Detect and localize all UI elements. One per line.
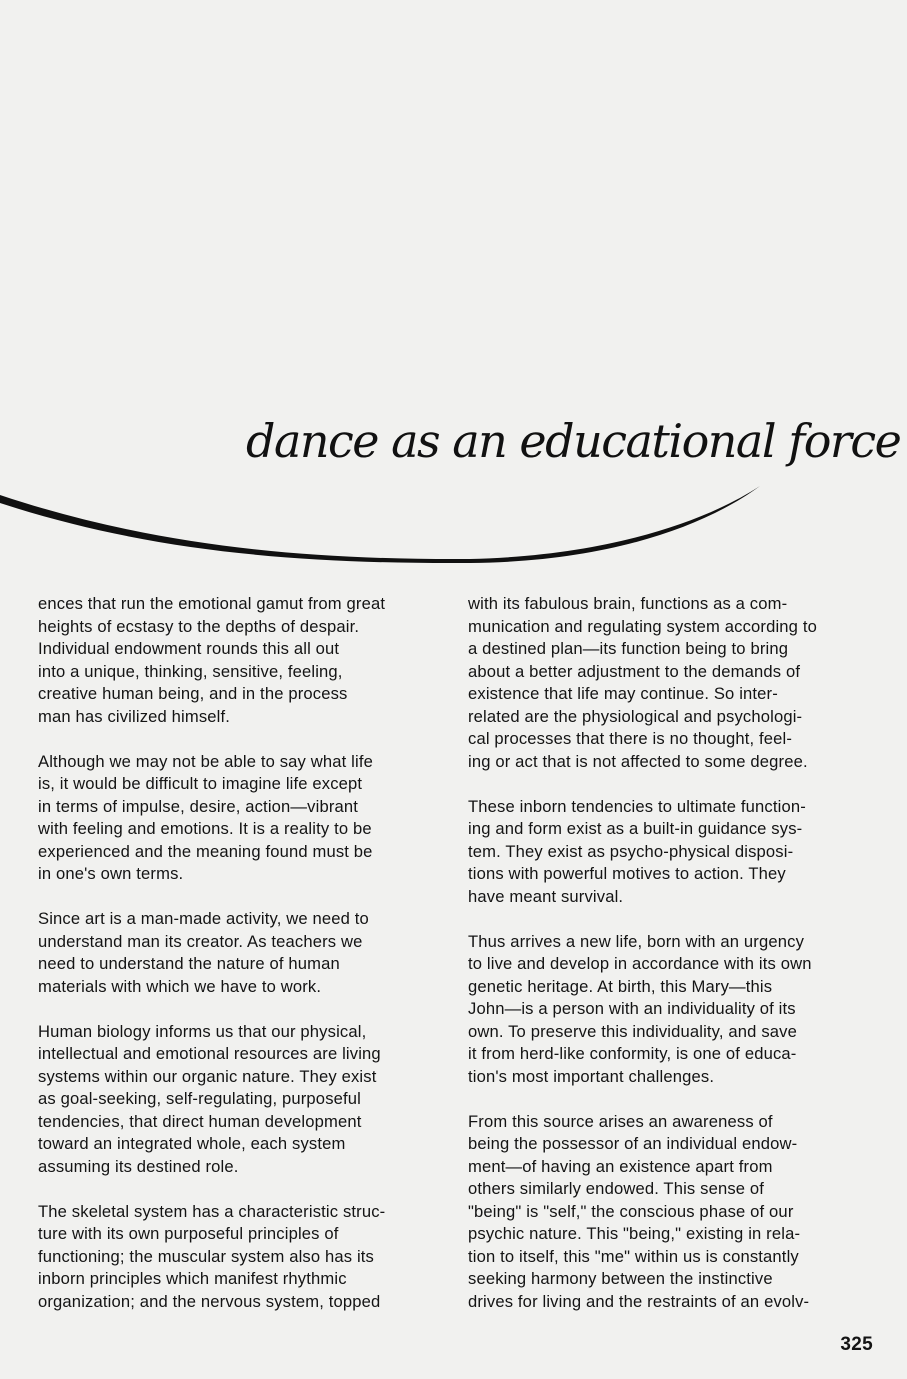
left-column-paragraph [38,751,450,886]
text-line: toward an integrated whole, each system [38,1134,346,1153]
text-line: John—is a person with an individuality of its [468,999,796,1018]
text-line: functioning; the muscular system also has its [38,1246,375,1266]
right-column-paragraph [468,796,884,909]
text-line: tions with powerful motives to action. They [468,864,786,883]
left-column-paragraph [38,1021,450,1179]
text-line: understand man its creator. As teachers we [38,931,363,951]
right-column-paragraph [468,1111,884,1314]
text-line: ing or act that is not affected to some degree. [468,751,808,771]
text-line: existence that life may continue. So inter- [468,684,778,703]
text-line: others similarly endowed. This sense of [468,1179,765,1198]
text-line: a destined plan—its function being to bring [468,639,789,658]
text-line: tem. They exist as psycho-physical disposi- [468,841,794,861]
text-line: ing and form exist as a built-in guidance sys- [468,819,803,838]
text-line: inborn principles which manifest rhythmic [38,1269,347,1288]
right-column [468,593,884,1336]
text-line: psychic nature. This "being," existing in rela- [468,1224,801,1243]
text-line: as goal-seeking, self-regulating, purposeful [38,1089,361,1108]
text-line: cal processes that there is no thought, feel- [468,729,793,748]
text-line: Since art is a man-made activity, we need to [38,909,369,928]
text-line: These inborn tendencies to ultimate function- [468,796,806,816]
text-line: to live and develop in accordance with its own [468,954,812,973]
text-line: drives for living and the restraints of an evolv- [468,1291,810,1311]
text-line: in terms of impulse, desire, action—vibrant [38,796,359,816]
text-line: Thus arrives a new life, born with an urgency [468,931,805,951]
text-line: Although we may not be able to say what life [38,751,373,771]
text-line: is, it would be difficult to imagine life except [38,774,363,793]
text-line: Individual endowment rounds this all out [38,639,340,658]
text-line: being the possessor of an individual endow- [468,1134,798,1153]
text-line: intellectual and emotional resources are living [38,1044,381,1063]
text-line: man has civilized himself. [38,706,231,726]
text-line: "being" is "self," the conscious phase of our [468,1201,794,1221]
text-line: seeking harmony between the instinctive [468,1269,773,1288]
text-line: munication and regulating system according to [468,616,817,636]
text-line: tion's most important challenges. [468,1066,715,1086]
text-line: with feeling and emotions. It is a reality to be [38,819,372,838]
text-line: about a better adjustment to the demands of [468,661,801,681]
text-line: tion to itself, this "me" within us is constantly [468,1246,799,1266]
text-line: related are the physiological and psychologi- [468,706,803,726]
right-column-paragraph [468,931,884,1089]
left-column-paragraph [38,1201,450,1314]
text-line: have meant survival. [468,886,624,906]
text-line: The skeletal system has a characteristic struc- [38,1201,386,1221]
text-line: heights of ecstasy to the depths of despair. [38,616,360,636]
text-line: From this source arises an awareness of [468,1111,773,1131]
text-line: experienced and the meaning found must be [38,841,373,861]
text-line: own. To preserve this individuality, and save [468,1021,797,1041]
left-column-paragraph [38,593,450,728]
page-number: 325 [840,1334,873,1355]
text-line: ment—of having an existence apart from [468,1156,773,1176]
chapter-title: dance as an educational force [246,414,901,468]
left-column-paragraph [38,908,450,998]
text-line: materials with which we have to work. [38,976,322,996]
right-column-paragraph [468,593,884,773]
text-line: into a unique, thinking, sensitive, feeling, [38,661,343,681]
text-line: it from herd-like conformity, is one of educa- [468,1044,797,1063]
text-line: systems within our organic nature. They exist [38,1066,377,1086]
text-line: genetic heritage. At birth, this Mary—this [468,976,773,996]
text-line: organization; and the nervous system, topped [38,1291,381,1311]
left-column [38,593,450,1336]
text-line: ences that run the emotional gamut from great [38,594,386,613]
text-line: creative human being, and in the process [38,684,348,703]
text-line: tendencies, that direct human development [38,1111,362,1131]
text-line: ture with its own purposeful principles of [38,1224,339,1243]
text-line: in one's own terms. [38,864,184,883]
text-line: assuming its destined role. [38,1156,239,1176]
text-line: Human biology informs us that our physical, [38,1021,367,1041]
decorative-swoosh-line [0,470,907,580]
text-line: with its fabulous brain, functions as a com- [468,594,788,613]
text-line: need to understand the nature of human [38,954,340,973]
